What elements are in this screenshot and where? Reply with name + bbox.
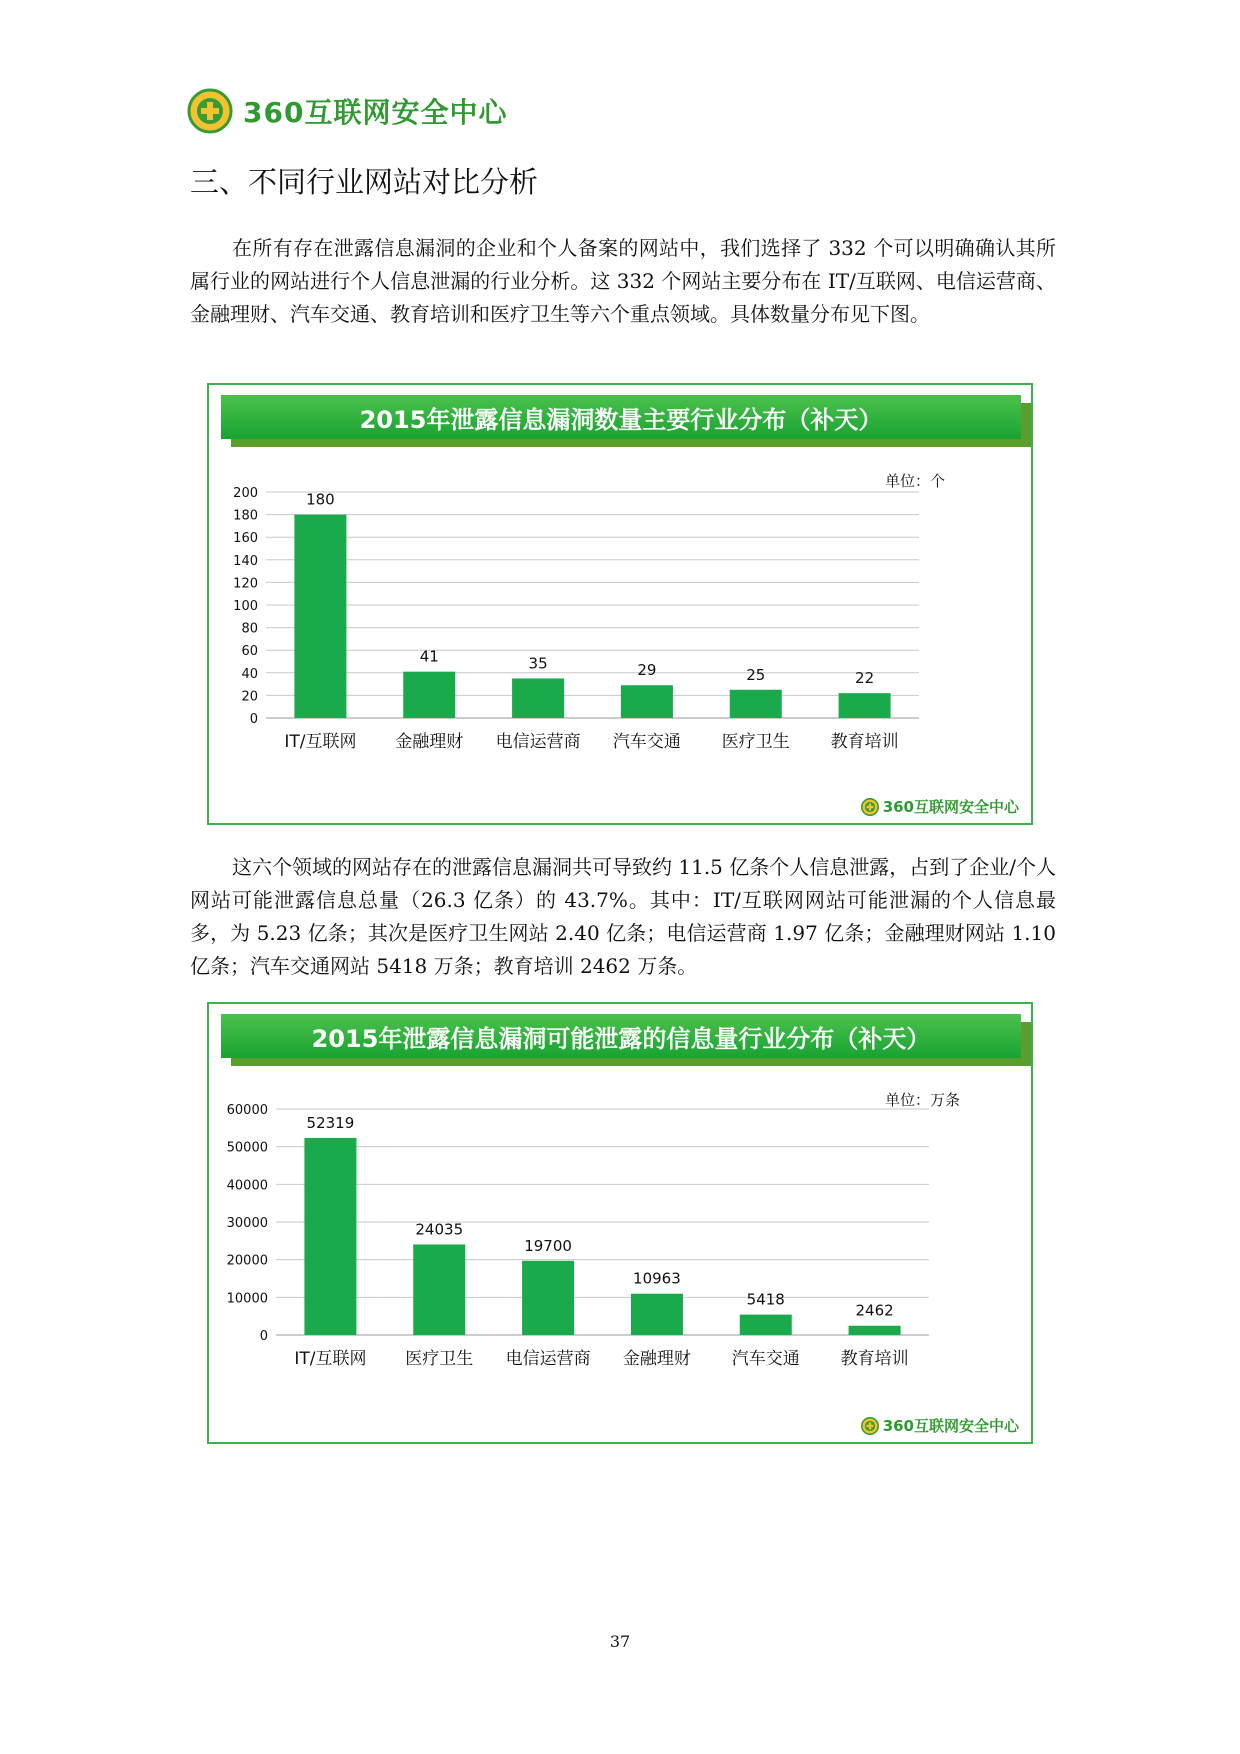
data-label: 10963 [633, 1269, 681, 1288]
chart-leak-volume [207, 1002, 1033, 1444]
category-label: 教育培训 [830, 732, 899, 752]
body-paragraph-1: 在所有存在泄露信息漏洞的企业和个人备案的网站中，我们选择了 332 个可以明确确认其所属行业的网站进行个人信息泄漏的行业分析。这 332 个网站主要分布在 IT/互联网、电信运营商、金融理财、汽车交通、教育培训和医疗卫生等六个重点领域。具体数量分布见下图。 [190, 236, 1056, 326]
chart-unit-label: 单位：个 [885, 472, 946, 490]
shield-logo-icon [187, 88, 233, 134]
section-title: 三、不同行业网站对比分析 [190, 165, 539, 199]
category-label: 汽车交通 [731, 1349, 800, 1369]
shield-logo-icon [861, 798, 879, 816]
bar [294, 515, 346, 718]
y-tick-label: 160 [233, 531, 258, 547]
y-tick-label: 20000 [226, 1253, 268, 1269]
chart-unit-label: 单位：万条 [885, 1091, 961, 1109]
bar [522, 1261, 574, 1335]
chart-watermark [861, 796, 1019, 817]
bar-chart-svg [209, 1004, 1031, 1442]
chart-title: 2015年泄露信息漏洞可能泄露的信息量行业分布（补天） [221, 1014, 1021, 1058]
data-label: 19700 [524, 1236, 572, 1255]
category-label: IT/互联网 [294, 1349, 367, 1369]
y-tick-label: 10000 [226, 1291, 268, 1307]
category-label: 医疗卫生 [405, 1349, 474, 1369]
header-logo-text: 360互联网安全中心 [243, 96, 508, 129]
body-paragraph-2: 这六个领域的网站存在的泄露信息漏洞共可导致约 11.5 亿条个人信息泄露，占到了企业/个人网站可能泄露信息总量（26.3 亿条）的 43.7%。其中：IT/互联网网站可能泄漏的个人信息最多，为 5.23 亿条；其次是医疗卫生网站 2.40 亿条；电信运营商 1.97 亿条；金融理财网站 1.10 亿条；汽车交通网站 5418 万条；教育培训 2462 万条。 [190, 855, 1056, 978]
bar [413, 1244, 465, 1335]
y-tick-label: 50000 [226, 1140, 268, 1156]
bar [304, 1138, 356, 1335]
y-tick-label: 60000 [226, 1103, 268, 1118]
bar [839, 693, 891, 718]
bar [740, 1315, 792, 1335]
category-label: 教育培训 [840, 1349, 909, 1369]
y-tick-label: 120 [233, 576, 258, 592]
data-label: 180 [306, 490, 335, 509]
data-label: 2462 [855, 1301, 894, 1320]
data-label: 5418 [746, 1290, 785, 1309]
category-label: 汽车交通 [612, 732, 681, 752]
data-label: 35 [528, 654, 548, 673]
y-tick-label: 20 [241, 689, 258, 705]
data-label: 22 [855, 669, 875, 688]
y-tick-label: 40000 [226, 1178, 268, 1194]
y-tick-label: 200 [233, 486, 258, 501]
category-label: 电信运营商 [505, 1349, 591, 1369]
shield-logo-icon [861, 1417, 879, 1435]
y-tick-label: 0 [249, 712, 258, 727]
category-label: 金融理财 [622, 1349, 691, 1369]
bar [849, 1326, 901, 1335]
bar [730, 690, 782, 718]
category-label: IT/互联网 [284, 732, 357, 752]
category-label: 金融理财 [395, 732, 464, 752]
y-tick-label: 140 [233, 553, 258, 569]
y-tick-label: 180 [233, 508, 258, 524]
category-label: 电信运营商 [495, 732, 581, 752]
bar [403, 672, 455, 718]
data-label: 25 [746, 665, 766, 684]
page-number: 37 [609, 1632, 631, 1651]
bar-chart-svg [209, 385, 1031, 823]
chart-watermark-text: 360互联网安全中心 [882, 798, 1019, 816]
chart-vulnerability-count [207, 383, 1033, 825]
data-label: 41 [419, 647, 439, 666]
chart-title: 2015年泄露信息漏洞数量主要行业分布（补天） [221, 395, 1021, 439]
y-tick-label: 80 [241, 621, 258, 637]
bar [631, 1294, 683, 1335]
data-label: 29 [637, 661, 657, 680]
data-label: 52319 [306, 1113, 355, 1132]
y-tick-label: 40 [241, 666, 258, 682]
bar [621, 685, 673, 718]
y-tick-label: 100 [233, 599, 258, 614]
header-logo [187, 86, 507, 136]
y-tick-label: 0 [259, 1329, 268, 1344]
chart-watermark-text: 360互联网安全中心 [882, 1417, 1019, 1435]
category-label: 医疗卫生 [721, 732, 790, 752]
y-tick-label: 30000 [226, 1216, 268, 1231]
y-tick-label: 60 [241, 644, 258, 660]
data-label: 24035 [415, 1220, 464, 1239]
bar [512, 678, 564, 718]
chart-watermark [861, 1415, 1019, 1436]
